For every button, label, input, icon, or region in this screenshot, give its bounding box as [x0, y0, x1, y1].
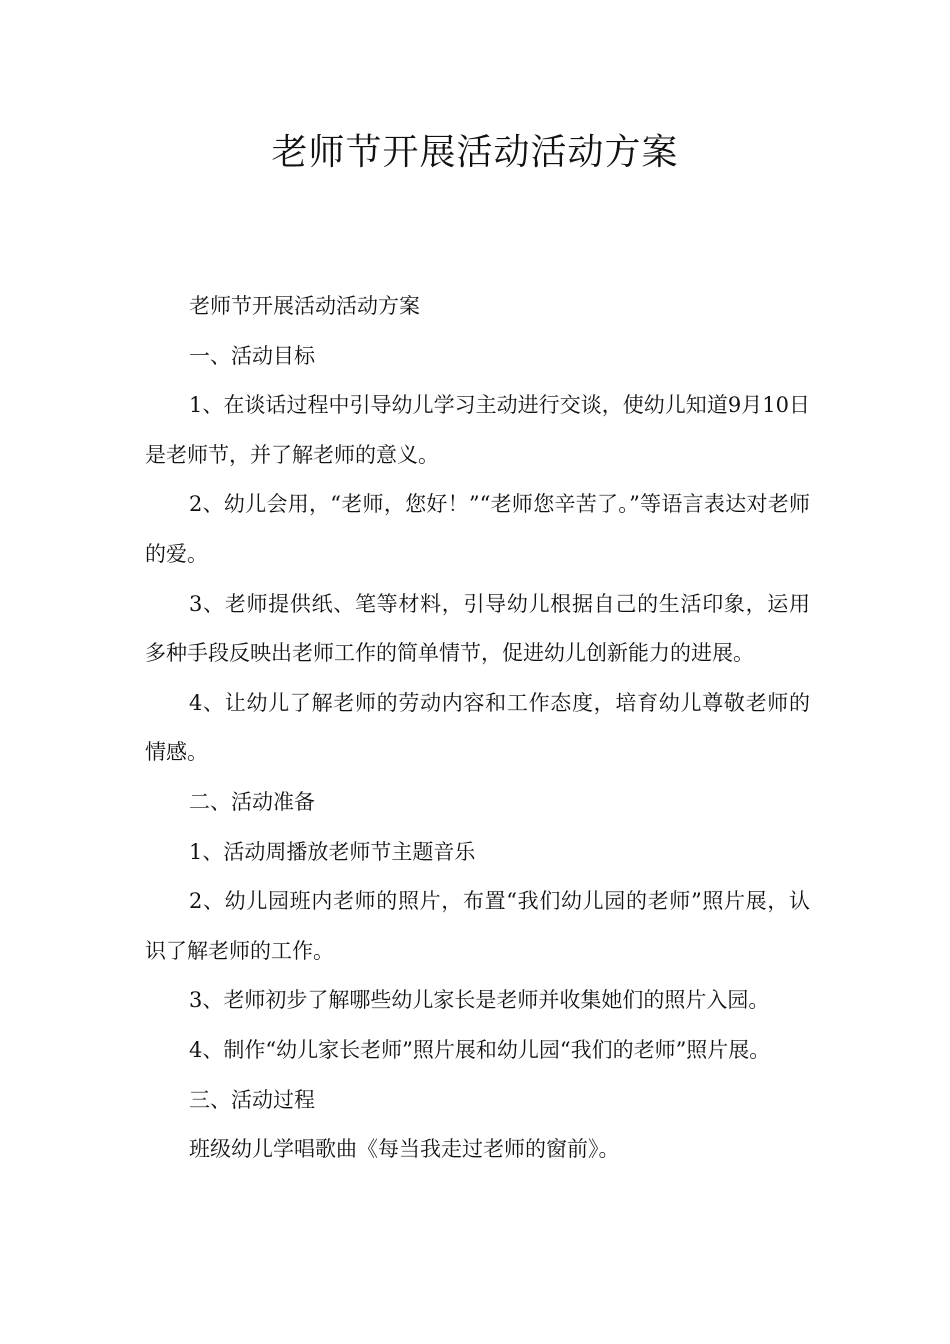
paragraph-prep-4: 4、制作“幼儿家长老师”照片展和幼儿园“我们的老师”照片展。: [189, 1037, 771, 1062]
section-heading-preparation: 二、活动准备: [189, 789, 315, 814]
paragraph-prep-1: 1、活动周播放老师节主题音乐: [189, 839, 476, 864]
paragraph-goal-4: 4、让幼儿了解老师的劳动内容和工作态度，培育幼儿尊敬老师的情感。: [145, 690, 810, 765]
paragraph-process-1: 班级幼儿学唱歌曲《每当我走过老师的窗前》。: [189, 1137, 620, 1162]
paragraph-goal-1: 1、在谈话过程中引导幼儿学习主动进行交谈，使幼儿知道9月10日是老师节，并了解老师的意义。: [145, 393, 810, 467]
paragraph-goal-2: 2、幼儿会用，“老师，您好！”“老师您辛苦了。”等语言表达对老师的爱。: [145, 492, 810, 566]
paragraph-subtitle: 老师节开展活动活动方案: [189, 294, 420, 318]
section-heading-process: 三、活动过程: [189, 1087, 315, 1112]
document-body: [145, 282, 810, 1175]
paragraph-prep-3: 3、老师初步了解哪些幼儿家长是老师并收集她们的照片入园。: [189, 988, 770, 1013]
section-heading-goals: 一、活动目标: [189, 343, 315, 368]
paragraph-prep-2: 2、幼儿园班内老师的照片，布置“我们幼儿园的老师”照片展，认识了解老师的工作。: [145, 889, 810, 963]
paragraph-goal-3: 3、老师提供纸、笔等材料，引导幼儿根据自己的生活印象，运用多种手段反映出老师工作的简单情节，促进幼儿创新能力的进展。: [145, 591, 810, 666]
document-title: 老师节开展活动活动方案: [271, 132, 679, 173]
